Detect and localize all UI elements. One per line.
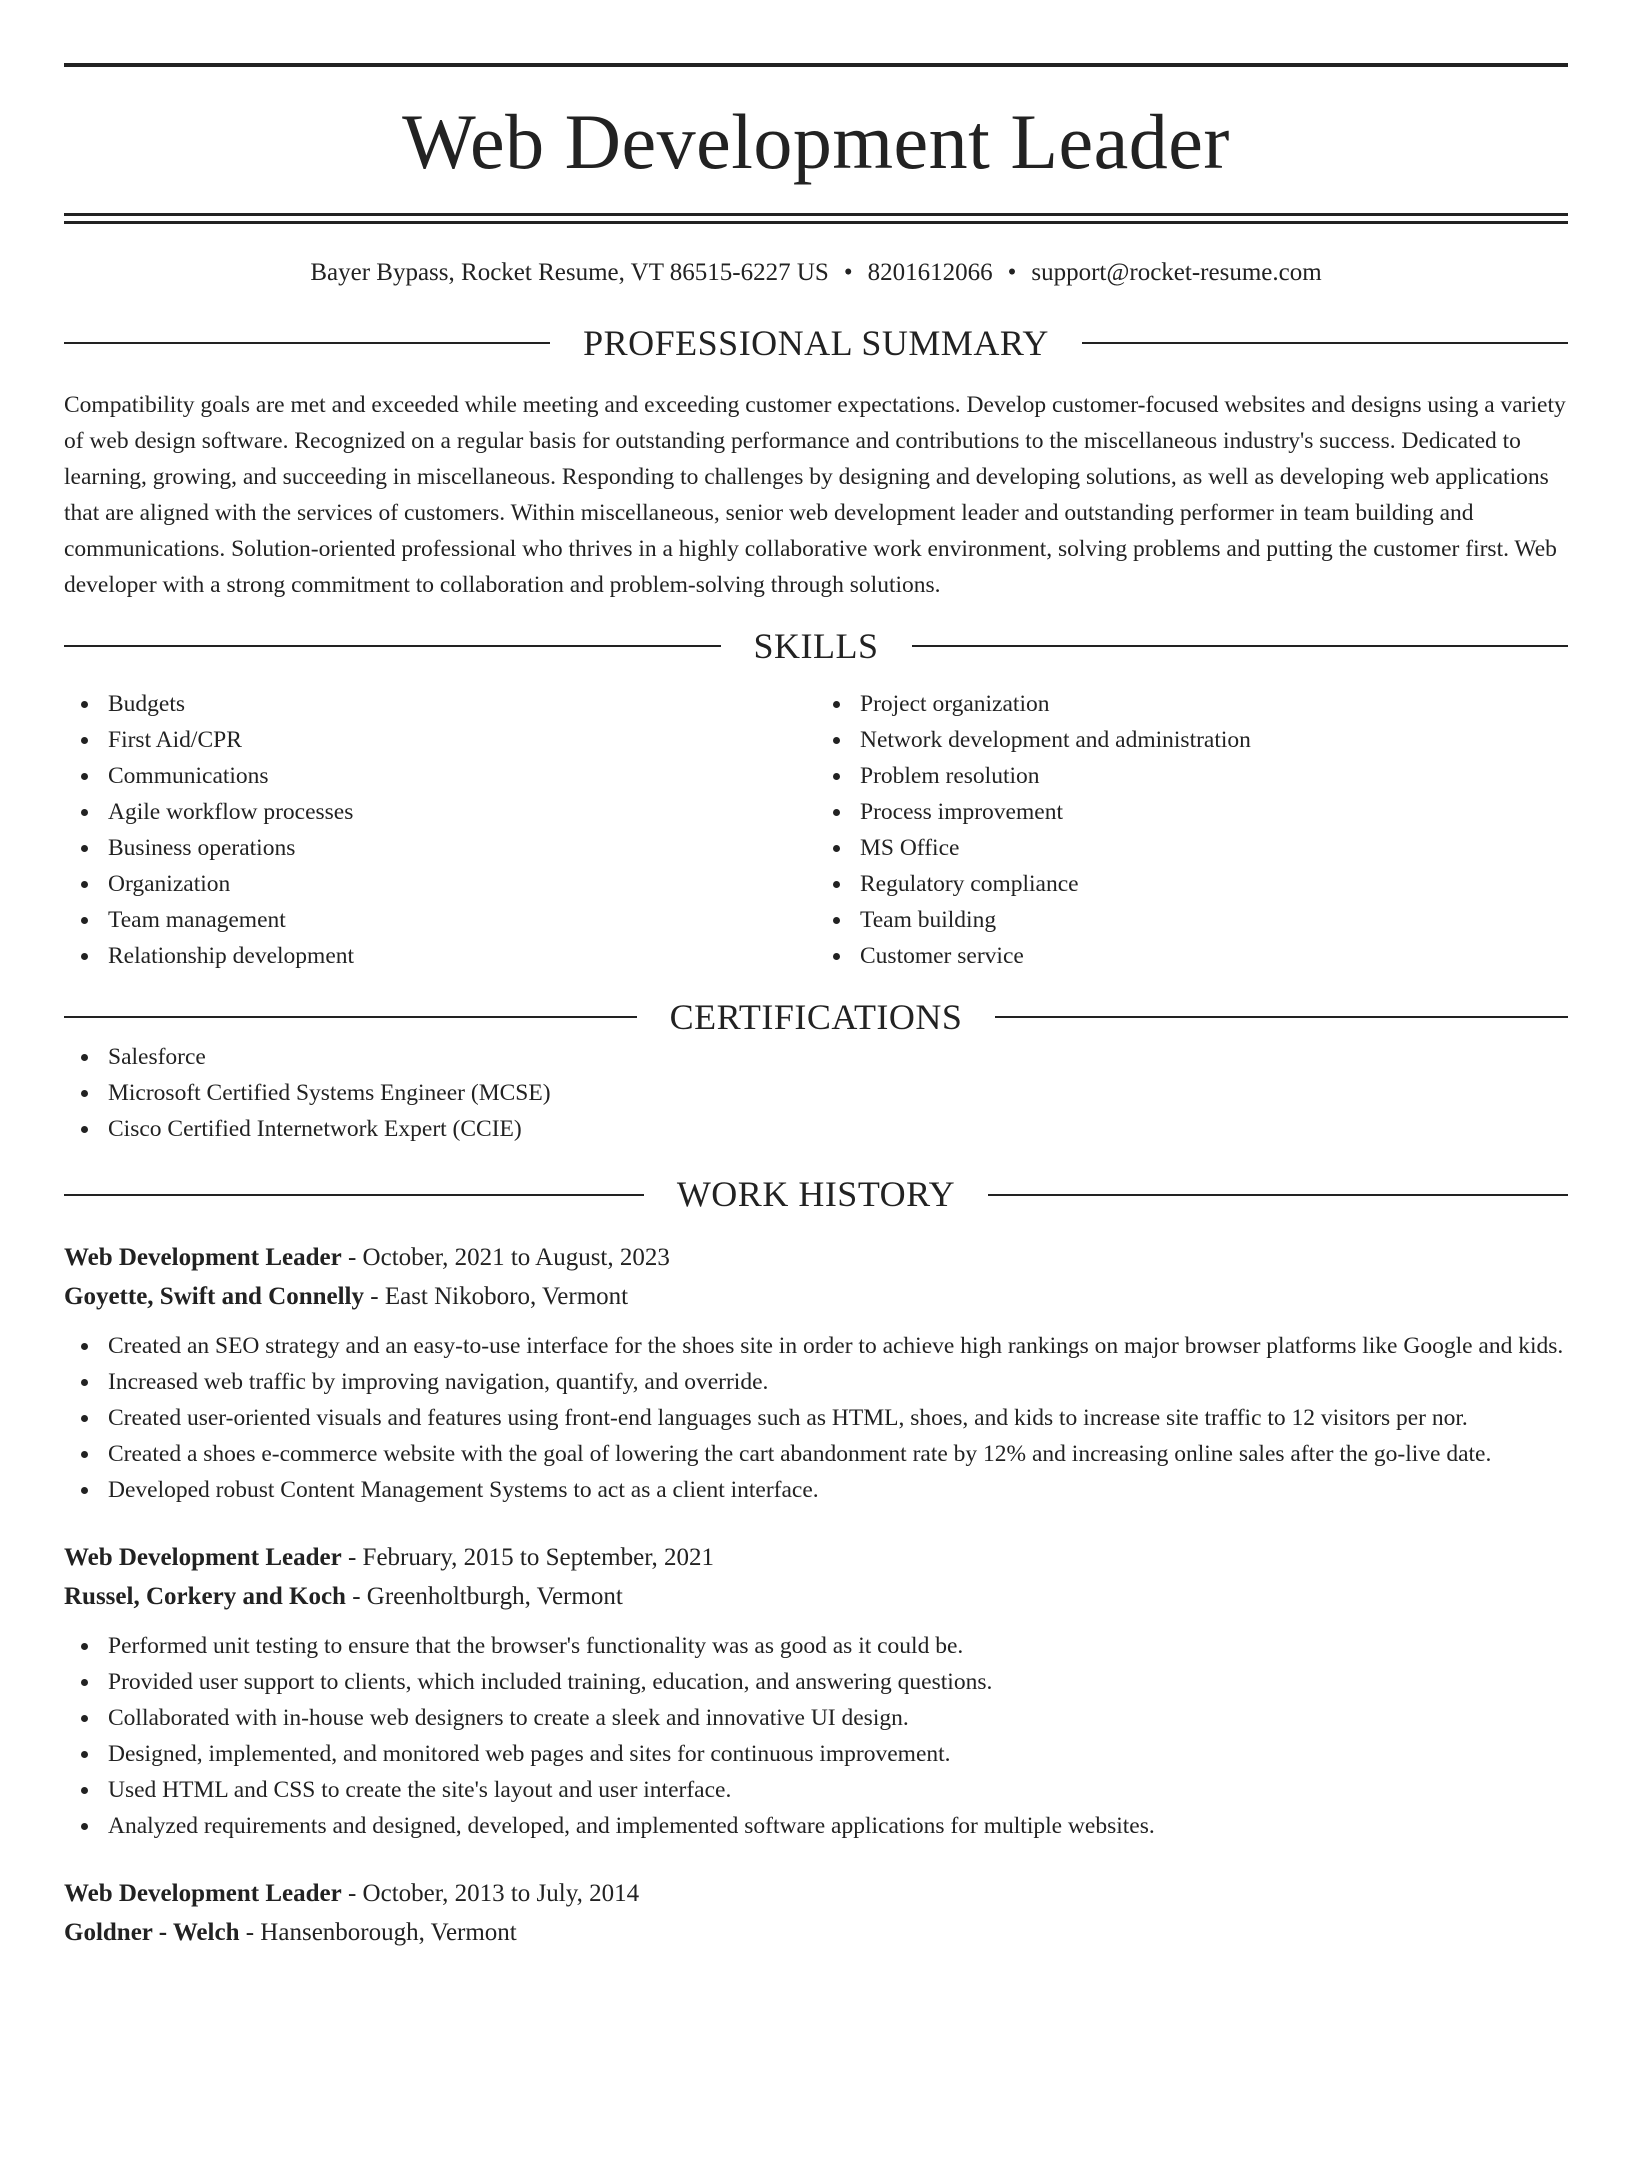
list-item: Used HTML and CSS to create the site's layout and user interface. — [108, 1772, 1568, 1808]
list-item: Network development and administration — [860, 722, 1568, 758]
job-title-line — [64, 1874, 1568, 1913]
job-title-line — [64, 1238, 1568, 1277]
list-item: Process improvement — [860, 794, 1568, 830]
list-item: Budgets — [108, 686, 816, 722]
job-title: Web Development Leader — [64, 1244, 342, 1272]
work-history-list — [64, 1238, 1568, 1952]
list-item: MS Office — [860, 830, 1568, 866]
job-dates: - October, 2013 to July, 2014 — [341, 1880, 640, 1908]
divider — [64, 342, 550, 344]
list-item: Agile workflow processes — [108, 794, 816, 830]
job-location: - Greenholtburgh, Vermont — [345, 1583, 623, 1611]
list-item: Performed unit testing to ensure that the browser's functionality was as good as it could be. — [108, 1628, 1568, 1664]
contact-phone: 8201612066 — [867, 259, 993, 286]
job-entry — [64, 1238, 1568, 1508]
contact-address: Bayer Bypass, Rocket Resume, VT 86515-6227 US — [310, 259, 829, 286]
section-title-summary: PROFESSIONAL SUMMARY — [583, 322, 1049, 363]
summary-text: Compatibility goals are met and exceeded while meeting and exceeding customer expectations. Develop customer-focused websites and designs using a variety of web design software. Recognized on a regular basis for outstanding performance and contributions to the miscellaneous industry's success. Dedicated to learning, growing, and succeeding in miscellaneous. Responding to challenges by designing and developing solutions, as well as developing web applications that are aligned with the services of customers. Within miscellaneous, senior web development leader and outstanding performer in team building and communications. Solution-oriented professional who thrives in a highly collaborative work environment, solving problems and putting the customer first. Web developer with a strong commitment to collaboration and problem-solving through solutions. — [64, 391, 1566, 598]
job-title-line — [64, 1538, 1568, 1577]
job-dates: - October, 2021 to August, 2023 — [341, 1244, 670, 1272]
section-title-work: WORK HISTORY — [676, 1174, 956, 1215]
skills-column-left — [64, 686, 816, 974]
divider — [995, 1016, 1568, 1018]
section-header-summary — [64, 322, 1568, 365]
list-item: Team building — [860, 902, 1568, 938]
divider — [64, 1194, 644, 1196]
resume-name: Web Development Leader — [402, 98, 1230, 185]
section-title-certifications: CERTIFICATIONS — [669, 996, 963, 1037]
certifications-list — [64, 1039, 1568, 1147]
job-company: Goyette, Swift and Connelly — [64, 1283, 364, 1311]
job-title: Web Development Leader — [64, 1544, 342, 1572]
section-header-certifications — [64, 996, 1568, 1039]
list-item: Developed robust Content Management Systems to act as a client interface. — [108, 1472, 1568, 1508]
list-item: Problem resolution — [860, 758, 1568, 794]
list-item: Communications — [108, 758, 816, 794]
divider — [912, 645, 1569, 647]
job-location: - East Nikoboro, Vermont — [364, 1283, 629, 1311]
list-item: Team management — [108, 902, 816, 938]
double-rule — [64, 213, 1568, 224]
list-item: Cisco Certified Internetwork Expert (CCIE) — [108, 1111, 1568, 1147]
job-entry — [64, 1874, 1568, 1952]
divider — [988, 1194, 1568, 1196]
top-rule — [64, 63, 1568, 67]
list-item: Analyzed requirements and designed, developed, and implemented software applications for multiple websites. — [108, 1808, 1568, 1844]
divider — [64, 645, 721, 647]
skills-column-right — [816, 686, 1568, 974]
divider — [64, 1016, 637, 1018]
list-item: Salesforce — [108, 1039, 1568, 1075]
job-company-line — [64, 1277, 1568, 1316]
job-dates: - February, 2015 to September, 2021 — [341, 1544, 715, 1572]
section-header-work — [64, 1173, 1568, 1216]
contact-email: support@rocket-resume.com — [1031, 259, 1322, 286]
job-location: - Hansenborough, Vermont — [239, 1919, 517, 1947]
list-item: Business operations — [108, 830, 816, 866]
list-item: Microsoft Certified Systems Engineer (MCSE) — [108, 1075, 1568, 1111]
job-company: Goldner - Welch — [64, 1919, 240, 1947]
job-company: Russel, Corkery and Koch — [64, 1583, 346, 1611]
list-item: Project organization — [860, 686, 1568, 722]
job-title: Web Development Leader — [64, 1880, 342, 1908]
list-item: Customer service — [860, 938, 1568, 974]
list-item: Relationship development — [108, 938, 816, 974]
list-item: Increased web traffic by improving navigation, quantify, and override. — [108, 1364, 1568, 1400]
job-company-line — [64, 1913, 1568, 1952]
list-item: Created user-oriented visuals and features using front-end languages such as HTML, shoes, and kids to increase site traffic to 12 visitors per nor. — [108, 1400, 1568, 1436]
section-header-skills — [64, 625, 1568, 668]
list-item: Collaborated with in-house web designers to create a sleek and innovative UI design. — [108, 1700, 1568, 1736]
job-company-line — [64, 1577, 1568, 1616]
resume-page — [0, 63, 1632, 2175]
list-item: Organization — [108, 866, 816, 902]
list-item: Created an SEO strategy and an easy-to-use interface for the shoes site in order to achieve high rankings on major browser platforms like Google and kids. — [108, 1328, 1568, 1364]
job-entry — [64, 1538, 1568, 1844]
contact-separator: • — [843, 259, 853, 286]
job-responsibilities — [64, 1328, 1568, 1508]
list-item: Regulatory compliance — [860, 866, 1568, 902]
divider — [1082, 342, 1568, 344]
skills-list — [64, 686, 1568, 974]
list-item: Designed, implemented, and monitored web pages and sites for continuous improvement. — [108, 1736, 1568, 1772]
contact-separator: • — [1007, 259, 1017, 286]
list-item: First Aid/CPR — [108, 722, 816, 758]
list-item: Provided user support to clients, which included training, education, and answering questions. — [108, 1664, 1568, 1700]
contact-line — [64, 257, 1568, 290]
job-responsibilities — [64, 1628, 1568, 1844]
section-title-skills: SKILLS — [753, 625, 879, 666]
list-item: Created a shoes e-commerce website with the goal of lowering the cart abandonment rate by 12% and increasing online sales after the go-live date. — [108, 1436, 1568, 1472]
